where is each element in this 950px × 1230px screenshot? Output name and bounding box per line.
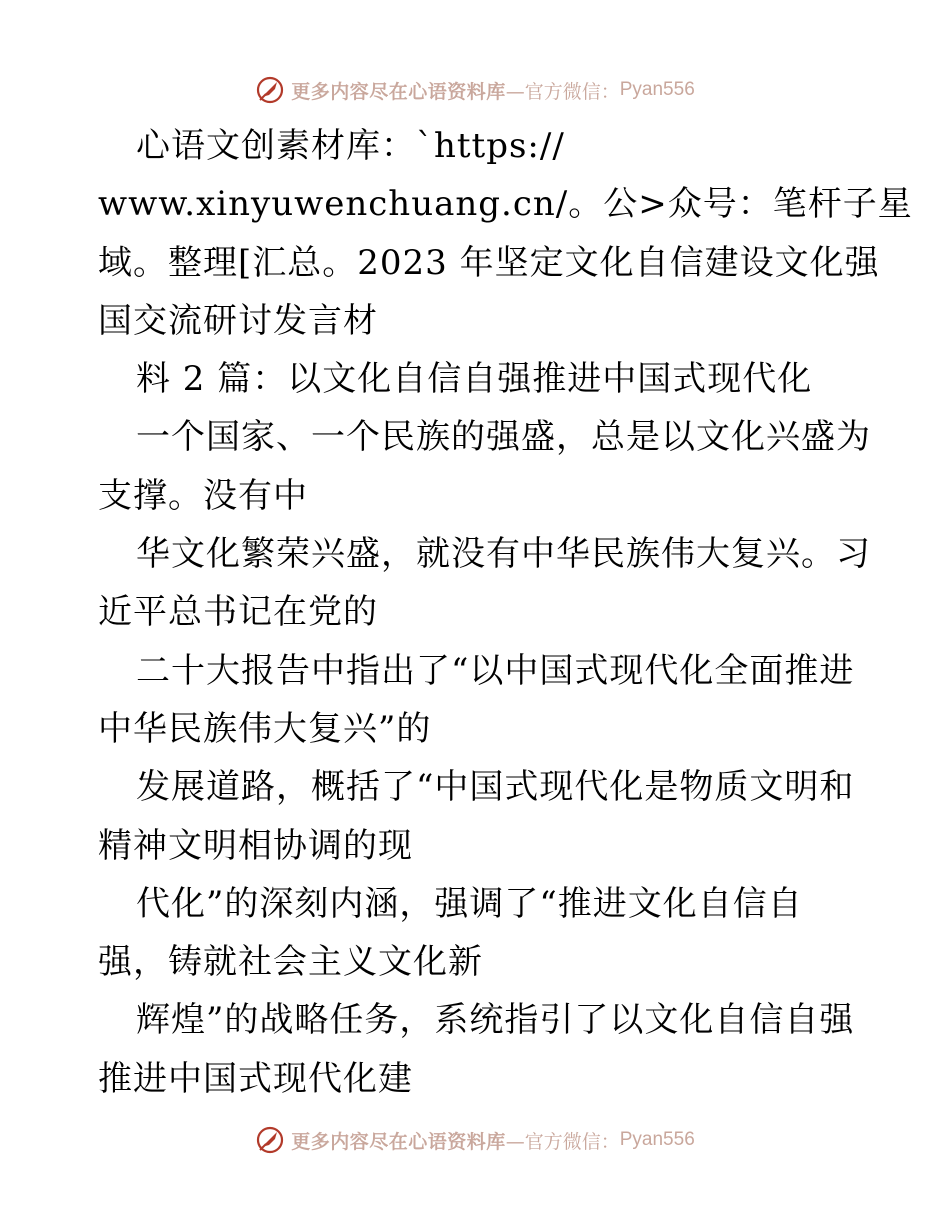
text-line: 辉煌”的战略任务，系统指引了以文化自信自强 [136, 1000, 855, 1041]
text-line: 推进中国式现代化建 [98, 1058, 413, 1099]
text-line: 料 2 篇：以文化自信自强推进中国式现代化 [136, 359, 813, 400]
banner-wechat-id: Pyan556 [619, 1129, 695, 1150]
text-line: 精神文明相协调的现 [98, 825, 413, 866]
text-line: 中华民族伟大复兴”的 [98, 708, 432, 749]
text-line: 华文化繁荣兴盛，就没有中华民族伟大复兴。习 [136, 534, 871, 575]
text-line: 近平总书记在党的 [98, 592, 378, 633]
text-line: 强，铸就社会主义文化新 [98, 942, 483, 983]
footer-banner [0, 1120, 950, 1160]
header-banner [0, 70, 950, 110]
document-body [98, 117, 913, 1108]
text-line: www.xinyuwenchuang.cn/。公>众号：笔杆子星 [98, 184, 913, 225]
banner-sub-text: —官方微信： [505, 1130, 620, 1153]
text-line: 代化”的深刻内涵，强调了“推进文化自信自 [136, 883, 803, 924]
feather-logo-icon [255, 1125, 285, 1155]
feather-logo-icon [255, 75, 285, 105]
text-line: 心语文创素材库：`https:// [136, 126, 565, 166]
text-line: 国交流研讨发言材 [98, 300, 378, 341]
banner-main-text: 更多内容尽在心语资料库 [291, 1130, 506, 1153]
text-line: 支撑。没有中 [98, 475, 308, 516]
text-line: 发展道路，概括了“中国式现代化是物质文明和 [136, 767, 855, 808]
banner-wechat-id: Pyan556 [619, 79, 695, 100]
text-line: 域。整理[汇总。2023 年坚定文化自信建设文化强 [98, 242, 880, 283]
text-line: 一个国家、一个民族的强盛，总是以文化兴盛为 [136, 417, 871, 458]
text-line: 二十大报告中指出了“以中国式现代化全面推进 [136, 650, 855, 691]
banner-main-text: 更多内容尽在心语资料库 [291, 80, 506, 103]
banner-sub-text: —官方微信： [505, 80, 620, 103]
